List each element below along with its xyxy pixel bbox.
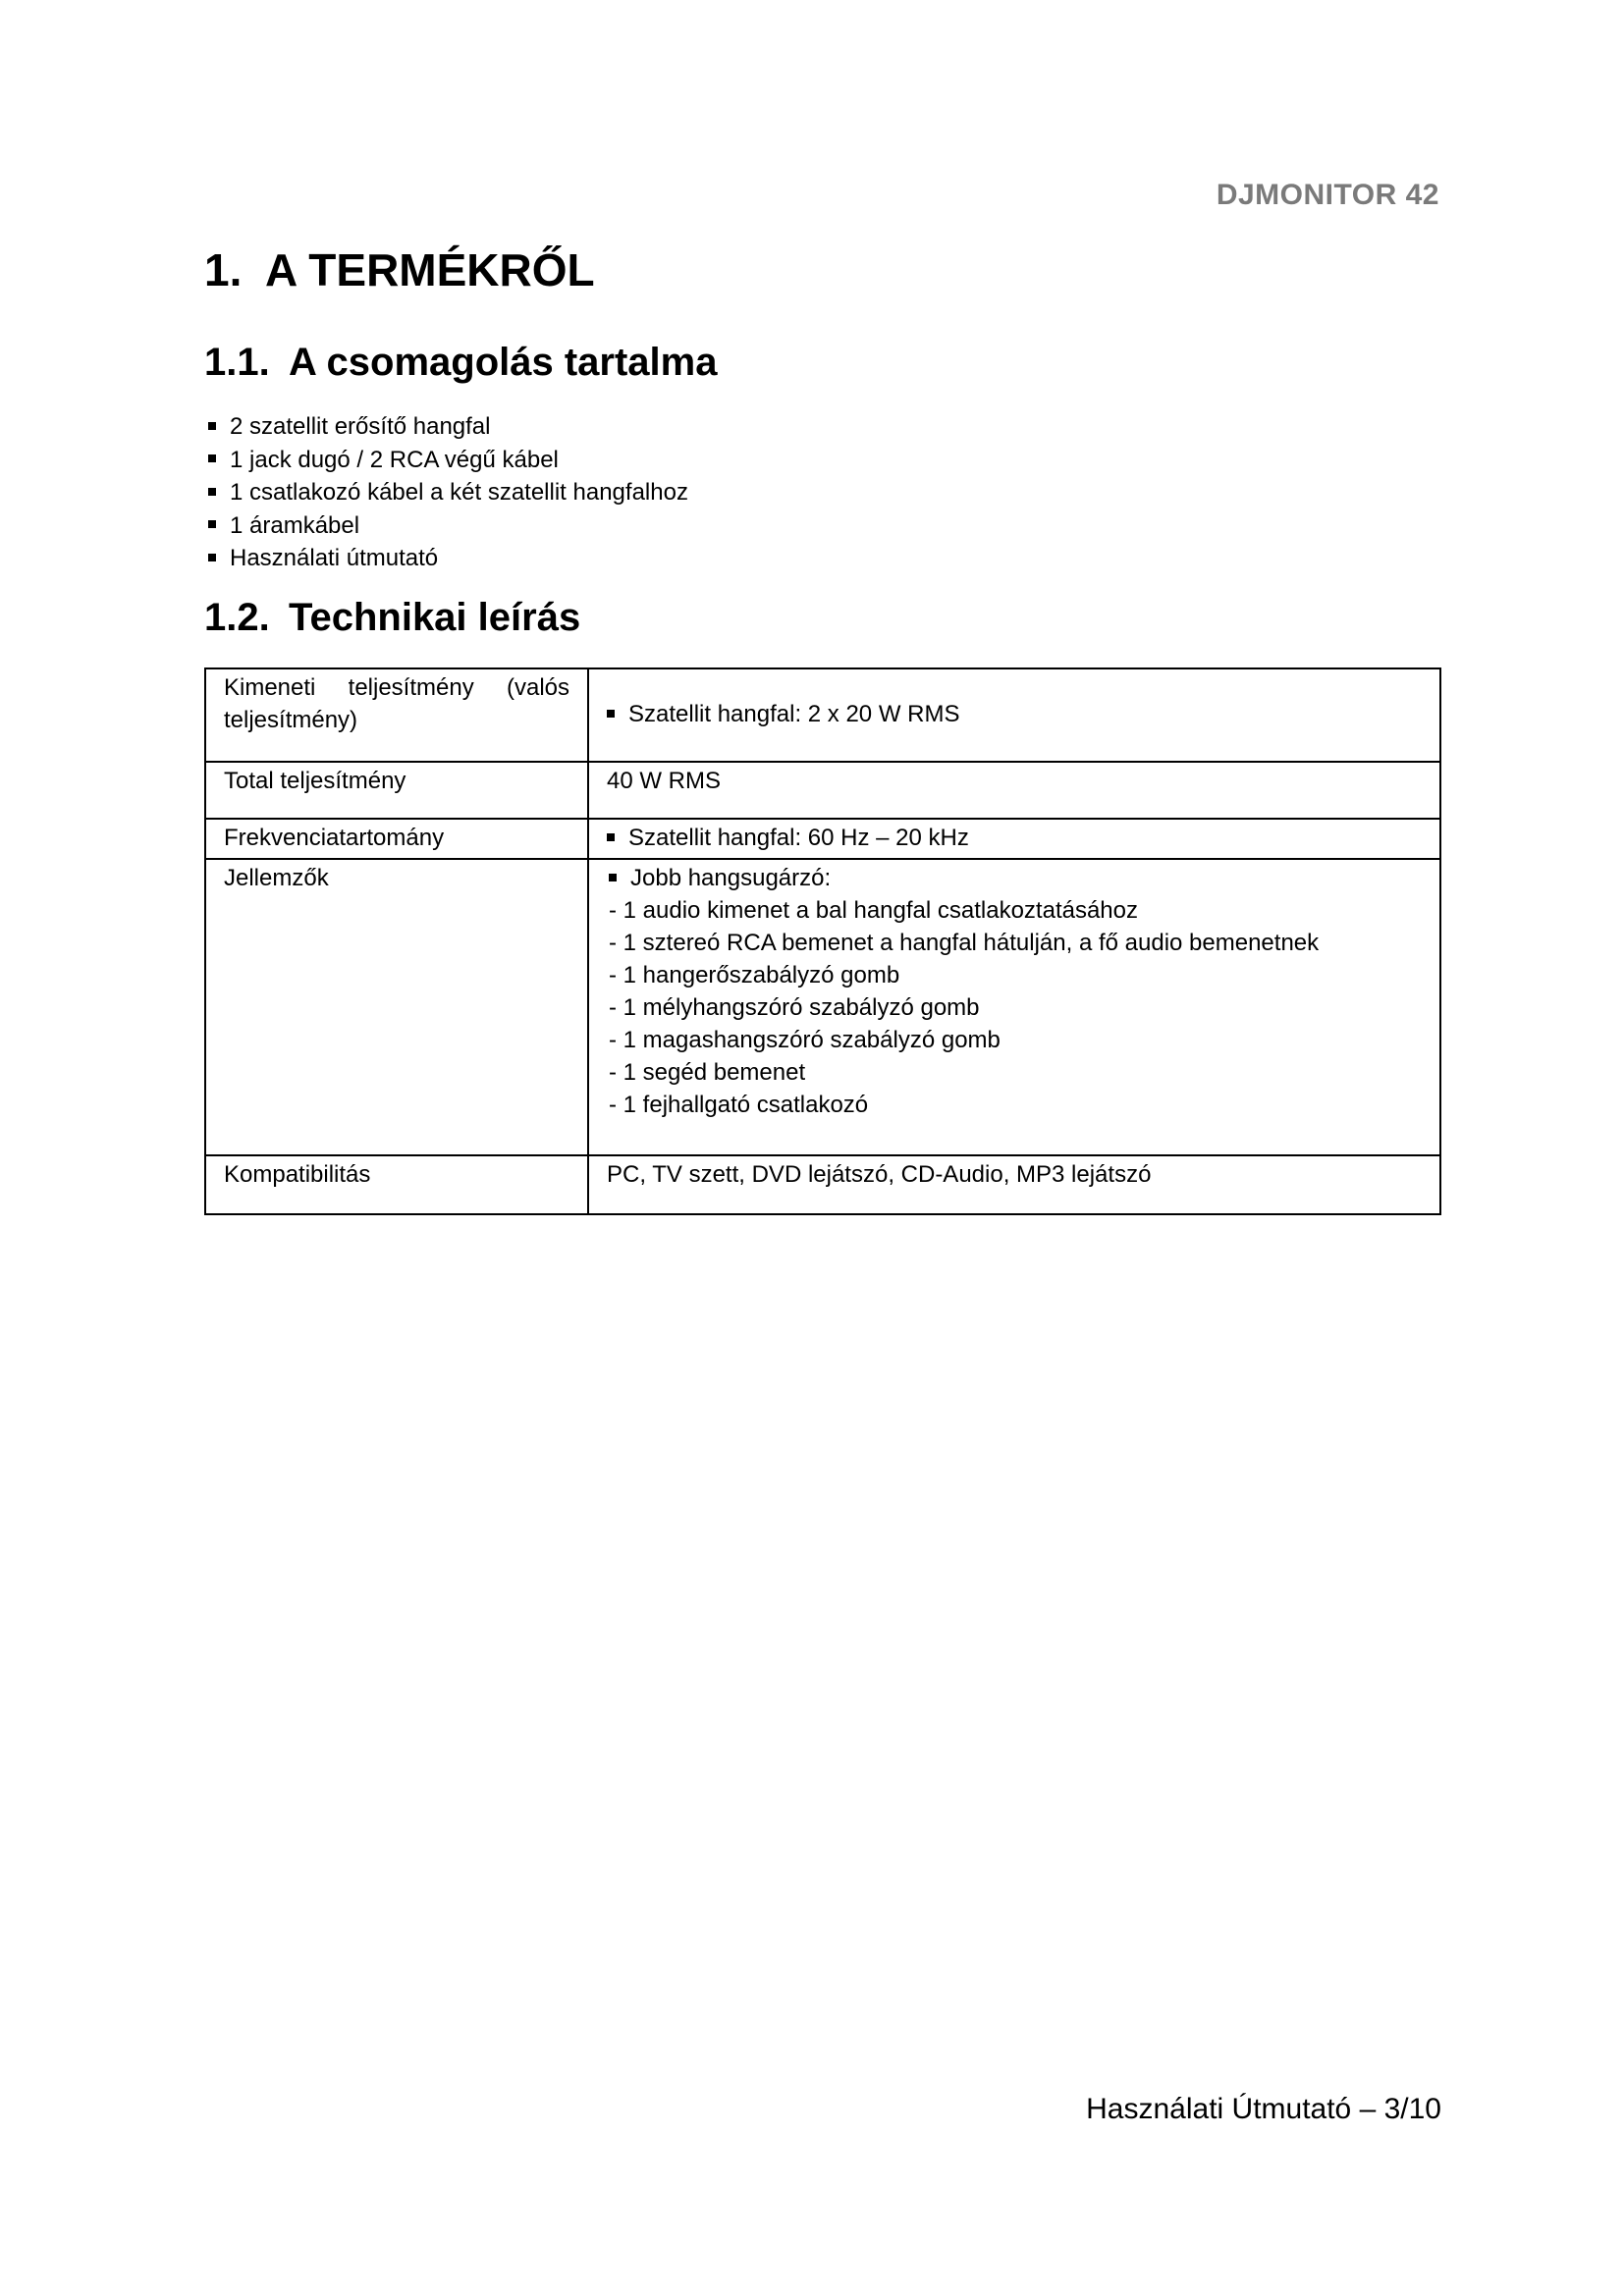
- list-item: [208, 476, 688, 509]
- section-1-1-number: 1.1.: [204, 341, 270, 384]
- features-heading: Jobb hangsugárzó:: [607, 862, 1422, 894]
- bullet-square-icon: [208, 488, 216, 496]
- spec-label-frequency: Frekvenciatartomány: [205, 819, 588, 859]
- bullet-square-icon: [607, 833, 615, 841]
- list-item-text: 2 szatellit erősítő hangfal: [230, 413, 491, 440]
- spec-label-compatibility: Kompatibilitás: [205, 1155, 588, 1214]
- bullet-square-icon: [607, 710, 615, 718]
- list-item: [208, 410, 688, 444]
- page-footer: Használati Útmutató – 3/10: [1086, 2093, 1441, 2125]
- bullet-square-icon: [208, 520, 216, 528]
- spec-value-text: Szatellit hangfal: 60 Hz – 20 kHz: [628, 825, 969, 851]
- package-contents-list: [208, 410, 688, 575]
- spec-value-output: [588, 668, 1440, 762]
- bullet-square-icon: [208, 554, 216, 561]
- section-1-number: 1.: [204, 244, 243, 295]
- spec-label-total: Total teljesítmény: [205, 762, 588, 819]
- document-header: DJMONITOR 42: [1216, 179, 1439, 211]
- spec-value-total: 40 W RMS: [588, 762, 1440, 819]
- table-row: [205, 668, 1440, 762]
- feature-item: - 1 fejhallgató csatlakozó: [609, 1092, 869, 1118]
- list-item: [208, 509, 688, 543]
- spec-value-frequency: [588, 819, 1440, 859]
- spec-table: [204, 667, 1441, 1215]
- list-item: [208, 444, 688, 477]
- section-1-title: A TERMÉKRŐL: [265, 244, 595, 295]
- table-row: [205, 1155, 1440, 1214]
- list-item-text: 1 csatlakozó kábel a két szatellit hangfalhoz: [230, 479, 688, 506]
- feature-item: - 1 mélyhangszóró szabályzó gomb: [609, 994, 980, 1021]
- section-1-1-title: A csomagolás tartalma: [289, 341, 718, 384]
- feature-item: - 1 magashangszóró szabályzó gomb: [609, 1027, 1001, 1053]
- spec-value-features: [588, 859, 1440, 1155]
- spec-value-text: Szatellit hangfal: 2 x 20 W RMS: [628, 701, 960, 727]
- spec-label-features: Jellemzők: [205, 859, 588, 1155]
- table-row: [205, 819, 1440, 859]
- feature-item: - 1 sztereó RCA bemenet a hangfal hátulján, a fő audio bemenetnek: [609, 930, 1320, 956]
- section-1-heading: [204, 243, 595, 296]
- section-1-2-number: 1.2.: [204, 596, 270, 639]
- list-item-text: 1 áramkábel: [230, 511, 360, 539]
- table-row: [205, 859, 1440, 1155]
- table-row: [205, 762, 1440, 819]
- feature-item: - 1 segéd bemenet: [609, 1059, 806, 1086]
- list-item-text: 1 jack dugó / 2 RCA végű kábel: [230, 446, 559, 473]
- bullet-square-icon: [208, 454, 216, 462]
- list-item: [208, 542, 688, 575]
- spec-label-output: Kimeneti teljesítmény (valós teljesítmény): [205, 668, 588, 762]
- section-1-2-title: Technikai leírás: [289, 596, 581, 639]
- spec-value-compatibility: PC, TV szett, DVD lejátszó, CD-Audio, MP3 lejátszó: [588, 1155, 1440, 1214]
- feature-item: - 1 audio kimenet a bal hangfal csatlakoztatásához: [609, 897, 1139, 924]
- section-1-1-heading: [204, 341, 717, 385]
- bullet-square-icon: [609, 874, 617, 881]
- feature-item: - 1 hangerőszabályzó gomb: [609, 962, 900, 988]
- list-item-text: Használati útmutató: [230, 545, 439, 571]
- section-1-2-heading: [204, 596, 580, 640]
- bullet-square-icon: [208, 422, 216, 430]
